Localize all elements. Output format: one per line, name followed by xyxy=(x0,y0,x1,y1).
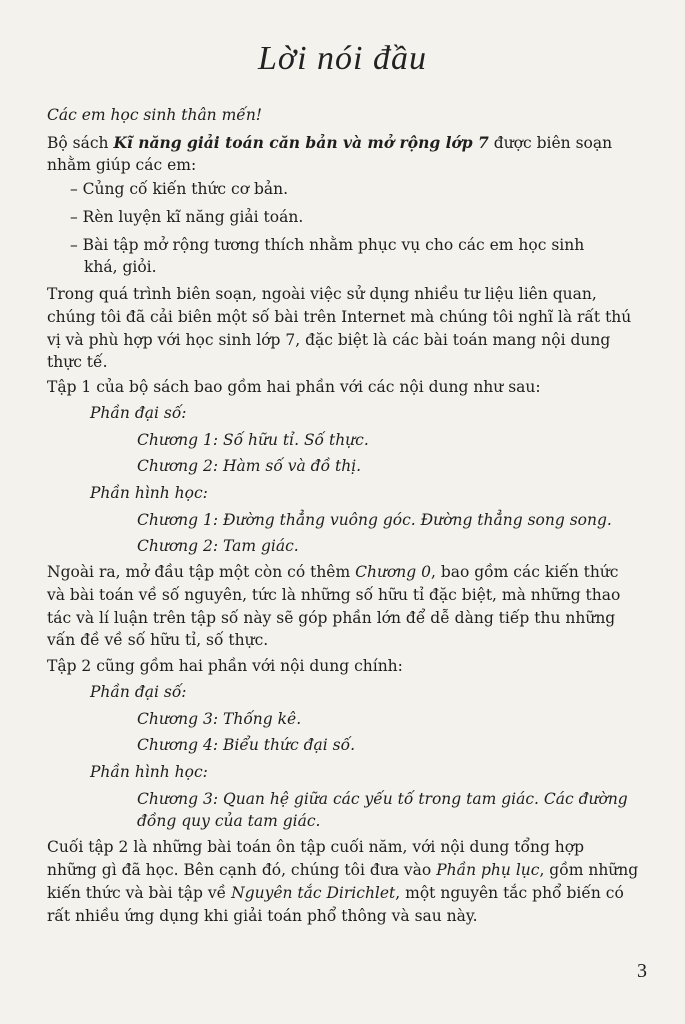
appendix-ref: Phần phụ lục xyxy=(436,861,540,879)
greeting: Các em học sinh thân mến! xyxy=(47,106,263,124)
para-line: và bài toán về số nguyên, tức là những số hữu tỉ đặc biệt, mà những thao xyxy=(47,586,621,604)
chapter-item: Chương 1: Đường thẳng vuông góc. Đường thẳng song song. xyxy=(137,511,612,529)
chapter-item: Chương 3: Quan hệ giữa các yếu tố trong tam giác. Các đường xyxy=(137,790,628,808)
text-span: , gồm những xyxy=(539,861,639,879)
para-line: chúng tôi đã cải biên một số bài trên Internet mà chúng tôi nghĩ là rất thú xyxy=(47,308,632,326)
book-title: Kĩ năng giải toán căn bản và mở rộng lớp 7 xyxy=(113,133,489,152)
para-line xyxy=(47,883,624,903)
dirichlet-ref: Nguyên tắc Dirichlet xyxy=(231,884,396,902)
text-span: những gì đã học. Bên cạnh đó, chúng tôi đưa vào xyxy=(47,861,432,879)
para-line: tác và lí luận trên tập số này sẽ góp phần lớn để dễ dàng tiếp thu những xyxy=(47,609,616,627)
para-line: Cuối tập 2 là những bài toán ôn tập cuối năm, với nội dung tổng hợp xyxy=(47,838,585,856)
intro-line-1 xyxy=(47,133,612,153)
para-line: rất nhiều ứng dụng khi giải toán phổ thông và sau này. xyxy=(47,907,478,925)
text-span: , một nguyên tắc phổ biến có xyxy=(395,884,624,902)
intro-post: được biên soạn xyxy=(493,134,613,152)
chapter-item: Chương 3: Thống kê. xyxy=(137,710,302,728)
vol2-intro: Tập 2 cũng gồm hai phần với nội dung chính: xyxy=(47,657,403,675)
intro-line-2: nhằm giúp các em: xyxy=(47,156,197,174)
text-span: kiến thức và bài tập về xyxy=(47,884,227,902)
vol2-algebra-label: Phần đại số: xyxy=(90,683,187,701)
intro-pre: Bộ sách xyxy=(47,134,109,152)
goal-item: – Củng cố kiến thức cơ bản. xyxy=(70,180,289,198)
vol1-algebra-label: Phần đại số: xyxy=(90,404,187,422)
para-line xyxy=(47,860,638,880)
goal-item: – Rèn luyện kĩ năng giải toán. xyxy=(70,208,304,226)
text-span: Ngoài ra, mở đầu tập một còn có thêm xyxy=(47,563,351,581)
vol2-geometry-label: Phần hình học: xyxy=(90,763,208,781)
chapter0-ref: Chương 0 xyxy=(355,563,431,581)
vol1-intro: Tập 1 của bộ sách bao gồm hai phần với các nội dung như sau: xyxy=(47,378,541,396)
para-line xyxy=(47,562,619,582)
vol1-geometry-label: Phần hình học: xyxy=(90,484,208,502)
chapter-item: Chương 1: Số hữu tỉ. Số thực. xyxy=(137,431,369,449)
para-line: vấn đề về số hữu tỉ, số thực. xyxy=(47,631,269,649)
page-title: Lời nói đầu xyxy=(258,40,427,77)
goal-item: – Bài tập mở rộng tương thích nhằm phục vụ cho các em học sinh xyxy=(70,236,585,254)
para-line: vị và phù hợp với học sinh lớp 7, đặc biệt là các bài toán mang nội dung xyxy=(47,331,611,349)
chapter-item: Chương 2: Tam giác. xyxy=(137,537,299,555)
chapter-item: Chương 4: Biểu thức đại số. xyxy=(137,736,356,754)
para-line: Trong quá trình biên soạn, ngoài việc sử dụng nhiều tư liệu liên quan, xyxy=(47,285,597,303)
text-span: , bao gồm các kiến thức xyxy=(430,563,619,581)
chapter-item: Chương 2: Hàm số và đồ thị. xyxy=(137,457,362,475)
page-number: 3 xyxy=(637,960,647,982)
goal-item-cont: khá, giỏi. xyxy=(84,258,157,276)
para-line: thực tế. xyxy=(47,353,108,371)
chapter-item-cont: đồng quy của tam giác. xyxy=(137,812,321,830)
